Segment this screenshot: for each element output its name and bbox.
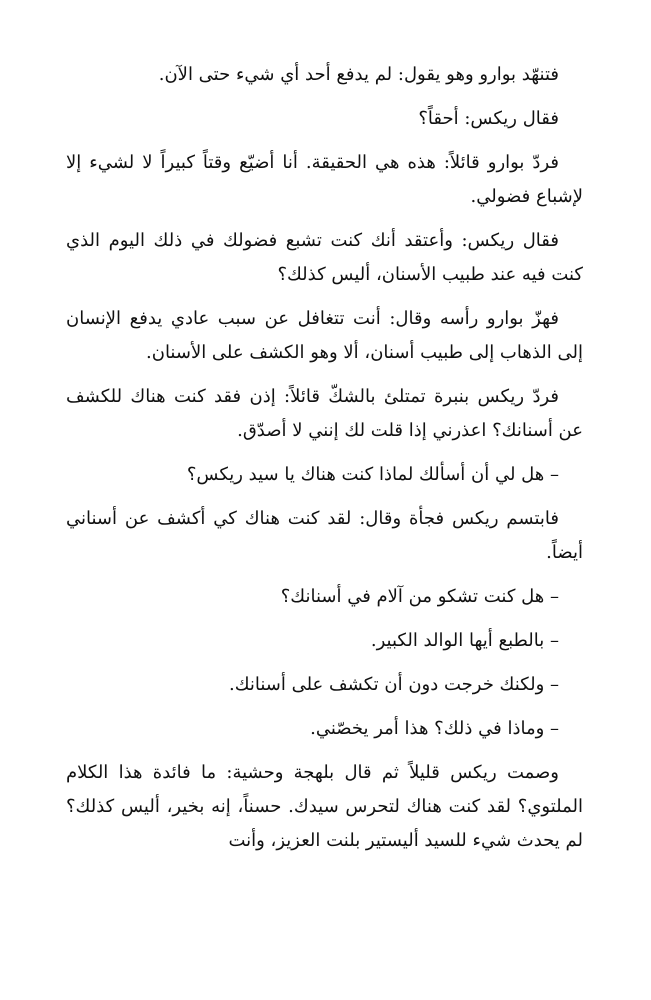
dialogue-line-2: – هل كنت تشكو من آلام في أسنانك؟ — [280, 586, 559, 607]
dialogue-line-1: – هل لي أن أسألك لماذا كنت هناك يا سيد ريكس؟ — [186, 464, 559, 485]
paragraph-7: فابتسم ريكس فجأة وقال: لقد كنت هناك كي أكشف عن أسناني أيضاً. — [66, 508, 583, 563]
paragraph-3: فردّ بوارو قائلاً: هذه هي الحقيقة. أنا أضيّع وقتاً كبيراً لا لشيء إلا لإشباع فضولي. — [66, 152, 583, 207]
dialogue-line-3: – بالطبع أيها الوالد الكبير. — [370, 630, 559, 651]
paragraph-8: وصمت ريكس قليلاً ثم قال بلهجة وحشية: ما فائدة هذا الكلام الملتوي؟ لقد كنت هناك لتحرس سيدك. حسناً، إنه بخير، أليس كذلك؟ لم يحدث شيء للسيد أليستير بلنت العزيز، وأنت — [66, 762, 583, 851]
book-page — [66, 58, 583, 868]
paragraph-6: فردّ ريكس بنبرة تمتلئ بالشكّ قائلاً: إذن فقد كنت هناك للكشف عن أسنانك؟ اعذرني إذا قلت لك إنني لا أصدّق. — [66, 386, 583, 441]
dialogue-line-4: – ولكنك خرجت دون أن تكشف على أسنانك. — [228, 674, 559, 695]
paragraph-1: فتنهّد بوارو وهو يقول: لم يدفع أحد أي شيء حتى الآن. — [158, 64, 559, 85]
paragraph-5: فهزّ بوارو رأسه وقال: أنت تتغافل عن سبب عادي يدفع الإنسان إلى الذهاب إلى طبيب أسنان، ألا وهو الكشف على الأسنان. — [66, 308, 583, 363]
paragraph-2: فقال ريكس: أحقاً؟ — [418, 108, 559, 129]
paragraph-4: فقال ريكس: وأعتقد أنك كنت تشبع فضولك في ذلك اليوم الذي كنت فيه عند طبيب الأسنان، أليس كذلك؟ — [66, 230, 583, 285]
dialogue-line-5: – وماذا في ذلك؟ هذا أمر يخصّني. — [310, 718, 559, 739]
